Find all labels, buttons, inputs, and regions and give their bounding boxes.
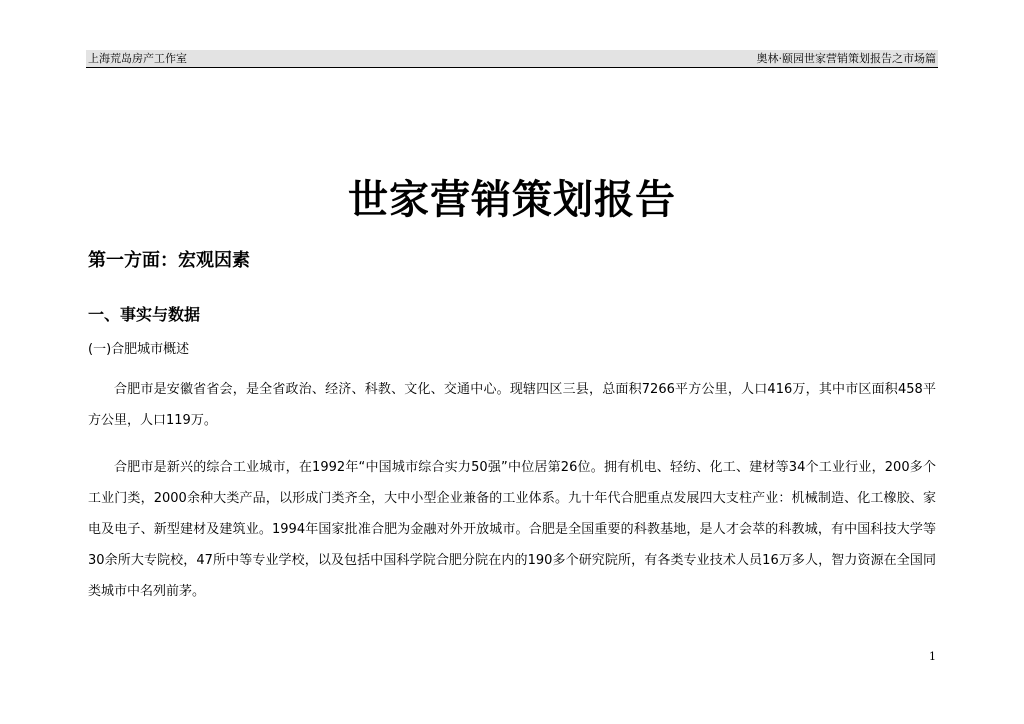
section-title: 第一方面：宏观因素 — [88, 250, 250, 271]
header-right-text: 奥林·颐园世家营销策划报告之市场篇 — [756, 52, 936, 65]
paragraph-2: 合肥市是新兴的综合工业城市，在1992年“中国城市综合实力50强”中位居第26位。拥有机电、轻纺、化工、建材等34个工业行业，200多个工业门类，2000余种大类产品，以形成门类齐全，大中小型企业兼备的工业体系。九十年代合肥重点发展四大支柱产业：机械制造、化工橡胶、家电及电子、新型建材及建筑业。1994年国家批准合肥为金融对外开放城市。合肥是全国重要的科教基地，是人才会萃的科教城，有中国科技大学等30余所大专院校，47所中等专业学校，以及包括中国科学院合肥分院在内的190多个研究院所，有各类专业技术人员16万多人，智力资源在全国同类城市中名列前茅。 — [88, 460, 936, 599]
subsection-title: 一、事实与数据 — [88, 305, 201, 324]
paragraph-1: 合肥市是安徽省省会，是全省政治、经济、科教、文化、交通中心。现辖四区三县，总面积7266平方公里，人口416万，其中市区面积458平方公里，人口119万。 — [88, 382, 936, 428]
document-title: 世家营销策划报告 — [348, 177, 676, 223]
subsubsection-title: (一)合肥城市概述 — [88, 342, 190, 357]
page-number: 1 — [929, 650, 936, 663]
page-header — [86, 50, 938, 68]
header-left-text: 上海荒岛房产工作室 — [88, 52, 187, 65]
